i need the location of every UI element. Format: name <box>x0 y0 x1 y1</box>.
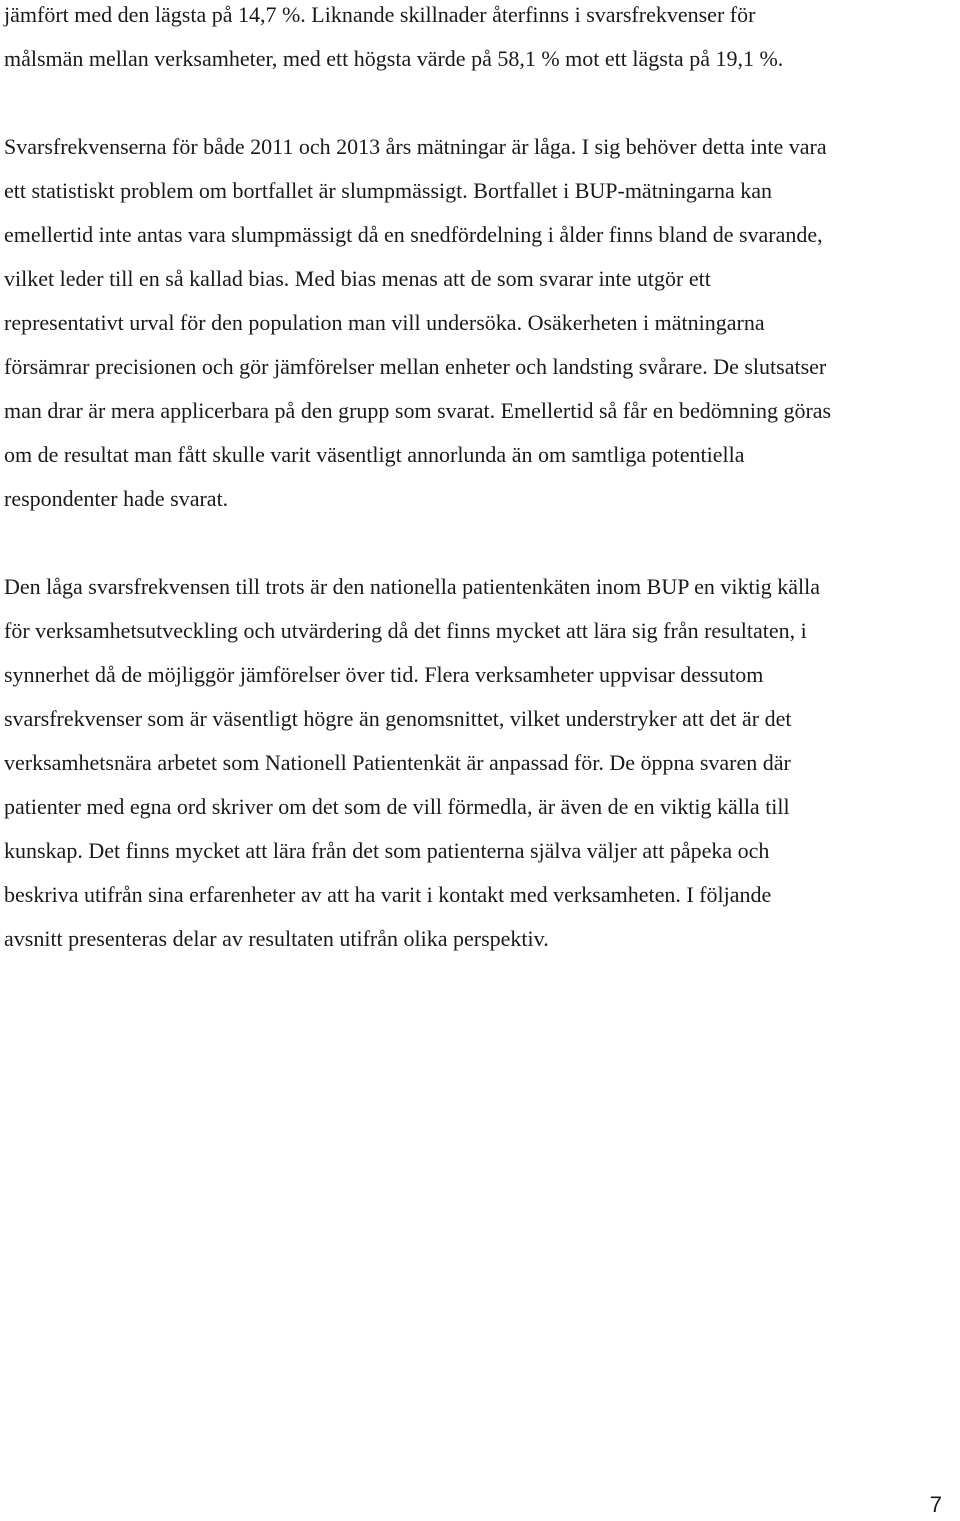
text-line: Den låga svarsfrekvensen till trots är den nationella patientenkäten inom BUP en viktig källa <box>4 574 821 599</box>
text-line: beskriva utifrån sina erfarenheter av att ha varit i kontakt med verksamheten. I följande <box>4 882 772 907</box>
text-line: svarsfrekvenser som är väsentligt högre än genomsnittet, vilket understryker att det är det <box>4 706 792 731</box>
text-line: man drar är mera applicerbara på den grupp som svarat. Emellertid så får en bedömning göras <box>4 398 832 423</box>
text-line: om de resultat man fått skulle varit väsentligt annorlunda än om samtliga potentiella <box>4 442 745 467</box>
text-line: avsnitt presenteras delar av resultaten utifrån olika perspektiv. <box>4 926 549 951</box>
text-line: vilket leder till en så kallad bias. Med bias menas att de som svarar inte utgör ett <box>4 266 711 291</box>
text-line: försämrar precisionen och gör jämförelser mellan enheter och landsting svårare. De slutsatser <box>4 354 827 379</box>
text-line: patienter med egna ord skriver om det som de vill förmedla, är även de en viktig källa till <box>4 794 790 819</box>
text-line: Svarsfrekvenserna för både 2011 och 2013 års mätningar är låga. I sig behöver detta inte vara <box>4 134 827 159</box>
text-line: ett statistiskt problem om bortfallet är slumpmässigt. Bortfallet i BUP-mätningarna kan <box>4 178 773 203</box>
text-line: för verksamhetsutveckling och utvärdering då det finns mycket att lära sig från resultaten, i <box>4 618 807 643</box>
page-number: 7 <box>929 1492 942 1517</box>
text-line: kunskap. Det finns mycket att lära från det som patienterna själva väljer att påpeka och <box>4 838 770 863</box>
text-line: målsmän mellan verksamheter, med ett högsta värde på 58,1 % mot ett lägsta på 19,1 %. <box>4 46 784 71</box>
text-line: verksamhetsnära arbetet som Nationell Patientenkät är anpassad för. De öppna svaren där <box>4 750 791 775</box>
text-line: emellertid inte antas vara slumpmässigt då en snedfördelning i ålder finns bland de svarande, <box>4 222 823 247</box>
text-line: synnerhet då de möjliggör jämförelser över tid. Flera verksamheter uppvisar dessutom <box>4 662 764 687</box>
text-line: jämfört med den lägsta på 14,7 %. Liknande skillnader återfinns i svarsfrekvenser för <box>4 2 756 27</box>
text-line: respondenter hade svarat. <box>4 486 229 511</box>
text-line: representativt urval för den population man vill undersöka. Osäkerheten i mätningarna <box>4 310 765 335</box>
